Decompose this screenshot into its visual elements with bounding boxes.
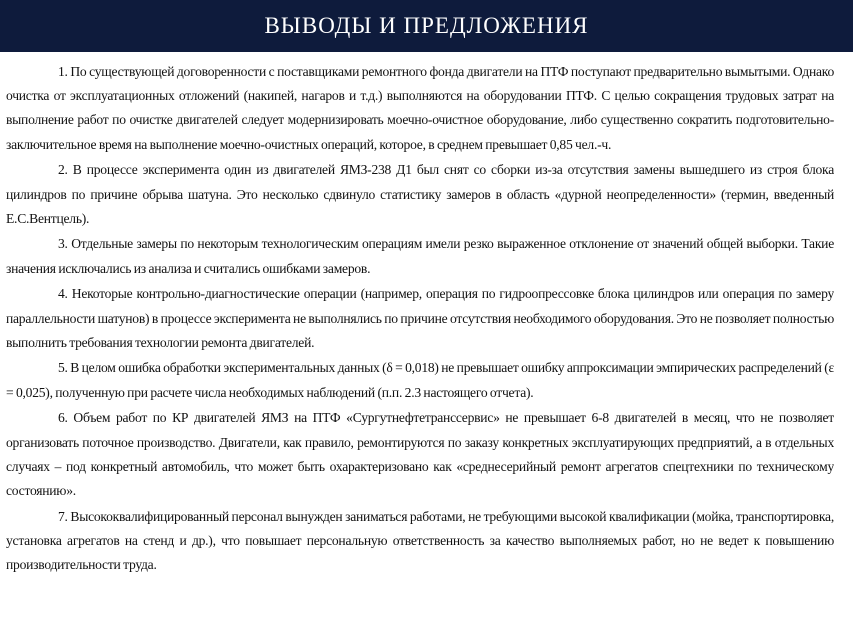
document-body	[6, 60, 834, 635]
paragraph-4: 4. Некоторые контрольно-диагностические операции (например, операция по гидроопрессовке блока цилиндров или операция по замеру параллельности шатунов) в процессе эксперимента не выполнялись по причине отсутствия необходимого оборудования. Это не позволяет полностью выполнить требования технологии ремонта двигателей.	[6, 286, 834, 350]
title-bar	[0, 0, 853, 52]
page-title: ВЫВОДЫ И ПРЕДЛОЖЕНИЯ	[264, 13, 589, 38]
paragraph-3: 3. Отдельные замеры по некоторым технологическим операциям имели резко выраженное отклонение от значений общей выборки. Такие значения исключались из анализа и считались ошибками замеров.	[6, 236, 834, 276]
paragraph-5: 5. В целом ошибка обработки экспериментальных данных (δ = 0,018) не превышает ошибку аппроксимации эмпирических распределений (ε = 0,025), полученную при расчете числа необходимых наблюдений (п.п. 2.3 настоящего отчета).	[6, 360, 834, 400]
paragraph-2: 2. В процессе эксперимента один из двигателей ЯМЗ-238 Д1 был снят со сборки из-за отсутствия замены вышедшего из строя блока цилиндров по причине обрыва шатуна. Это несколько сдвинуло статистику замеров в область «дурной неопределенности» (термин, введенный Е.С.Вентцель).	[6, 162, 834, 226]
paragraph-1: 1. По существующей договоренности с поставщиками ремонтного фонда двигатели на ПТФ поступают предварительно вымытыми. Однако очистка от эксплуатационных отложений (накипей, нагаров и т.д.) выполняются на оборудовании ПТФ. С целью сокращения трудовых затрат на выполнение работ по очистке двигателей следует модернизировать моечно-очистное оборудование, либо существенно сократить подготовительно-заключительное время на выполнение моечно-очистных операций, которое, в среднем превышает 0,85 чел.-ч.	[6, 64, 834, 152]
paragraph-7: 7. Высококвалифицированный персонал вынужден заниматься работами, не требующими высокой квалификации (мойка, транспортировка, установка агрегатов на стенд и др.), что повышает персональную ответственность за качество выполняемых работ, но не ведет к повышению производительности труда.	[6, 508, 834, 573]
paragraph-6: 6. Объем работ по КР двигателей ЯМЗ на ПТФ «Сургутнефтетранссервис» не превышает 6-8 двигателей в месяц, что не позволяет организовать поточное производство. Двигатели, как правило, ремонтируются по заказу конкретных эксплуатирующих предприятий, а в отдельных случаях – под конкретный автомобиль, что может быть охарактеризовано как «среднесерийный ремонт агрегатов спецтехники по техническому состоянию».	[6, 410, 834, 498]
